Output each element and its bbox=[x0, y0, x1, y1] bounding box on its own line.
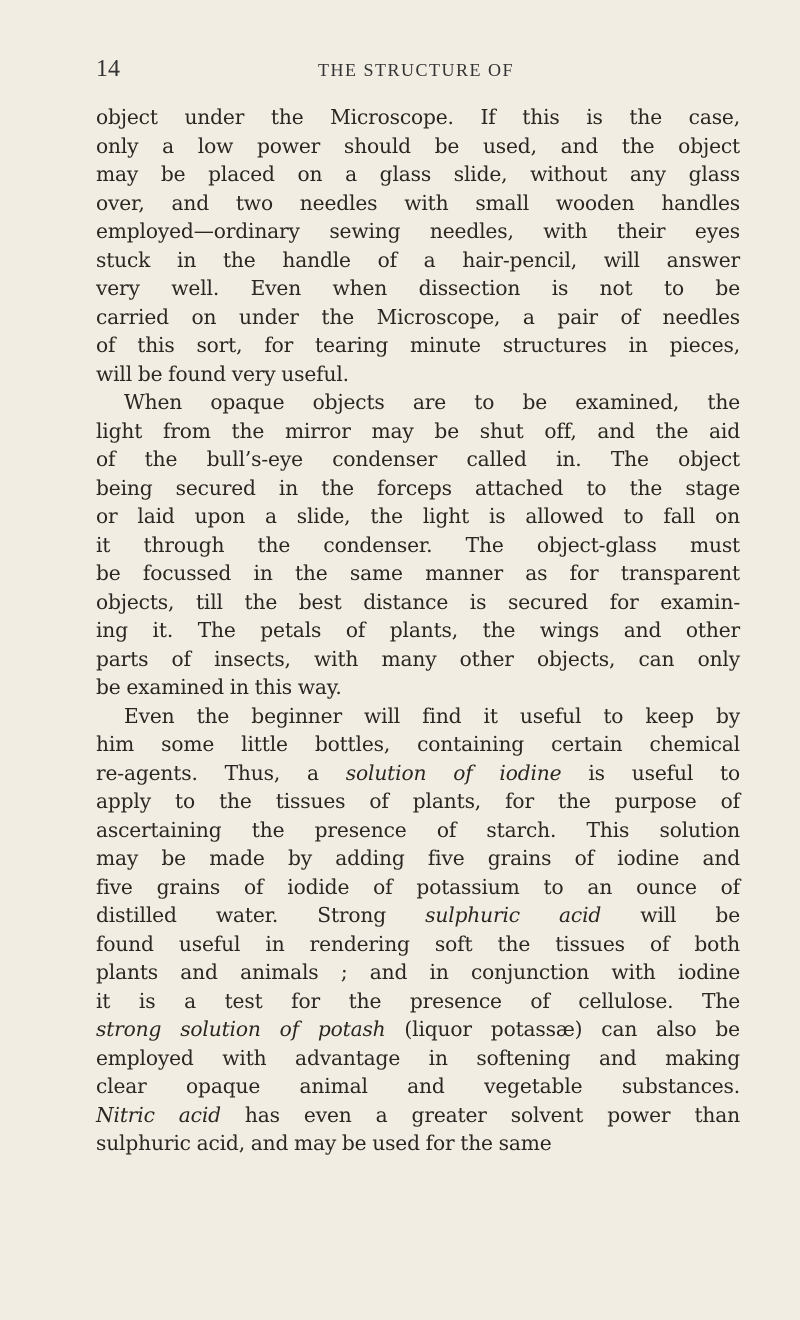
paragraph-2 bbox=[96, 388, 740, 702]
paragraph-1 bbox=[96, 103, 740, 388]
text-line: it through the condenser. The object-glass must bbox=[96, 532, 740, 557]
italic-term: strong solution of potash bbox=[96, 1017, 386, 1041]
body-text bbox=[96, 103, 740, 1158]
text-line: employed—ordinary sewing needles, with their eyes bbox=[96, 219, 740, 243]
text-line: may be made by adding five grains of iodine and bbox=[96, 846, 740, 870]
text-line: carried on under the Microscope, a pair of needles bbox=[96, 304, 740, 329]
text-line: or laid upon a slide, the light is allowed to fall on bbox=[96, 504, 740, 528]
text-line: be focussed in the same manner as for transparent bbox=[96, 561, 740, 585]
text-line: stuck in the handle of a hair-pencil, will answer bbox=[96, 247, 740, 272]
page-header bbox=[96, 56, 736, 86]
text-line: ascertaining the presence of starch. This solution bbox=[96, 817, 740, 842]
text-line: object under the Microscope. If this is the case, bbox=[96, 105, 740, 129]
italic-term: Nitric acid bbox=[96, 1102, 221, 1127]
text-line: over, and two needles with small wooden handles bbox=[96, 190, 740, 215]
text-line: re-agents. Thus, a solution of iodine is useful to bbox=[96, 760, 740, 785]
text-line: of this sort, for tearing minute structures in pieces, bbox=[96, 333, 740, 357]
text-line: parts of insects, with many other objects, can only bbox=[96, 646, 740, 671]
text-line: distilled water. Strong sulphuric acid will be bbox=[96, 903, 740, 927]
paragraph-3 bbox=[96, 702, 740, 1158]
text-line: only a low power should be used, and the object bbox=[96, 133, 740, 158]
text-line: being secured in the forceps attached to the stage bbox=[96, 475, 740, 500]
text-line: him some little bottles, containing certain chemical bbox=[96, 732, 740, 756]
text-line: found useful in rendering soft the tissues of both bbox=[96, 931, 740, 956]
text-line: light from the mirror may be shut off, and the aid bbox=[96, 418, 740, 443]
text-line: of the bull’s-eye condenser called in. The object bbox=[96, 447, 740, 471]
text-line: When opaque objects are to be examined, the bbox=[124, 390, 740, 414]
text-line: ing it. The petals of plants, the wings and other bbox=[96, 618, 740, 642]
text-line: may be placed on a glass slide, without any glass bbox=[96, 162, 740, 186]
text-line: strong solution of potash (liquor potassæ) can also be bbox=[96, 1017, 740, 1041]
text-line: will be found very useful. bbox=[96, 361, 349, 386]
text-line: five grains of iodide of potassium to an ounce of bbox=[96, 874, 740, 899]
text-line: very well. Even when dissection is not to be bbox=[96, 276, 740, 300]
running-head: THE STRUCTURE OF bbox=[317, 60, 514, 80]
italic-term: sulphuric acid bbox=[425, 903, 602, 927]
text-line: Nitric acid has even a greater solvent power than bbox=[96, 1102, 740, 1127]
text-line: objects, till the best distance is secured for examin- bbox=[96, 589, 740, 614]
page-number: 14 bbox=[96, 56, 120, 82]
text-line: Even the beginner will find it useful to keep by bbox=[124, 703, 740, 728]
text-line: clear opaque animal and vegetable substances. bbox=[96, 1074, 740, 1098]
text-line: plants and animals ; and in conjunction with iodine bbox=[96, 960, 740, 984]
text-line: be examined in this way. bbox=[96, 675, 342, 699]
italic-term: solution of iodine bbox=[345, 760, 562, 785]
text-line: sulphuric acid, and may be used for the same bbox=[96, 1131, 552, 1155]
text-line: it is a test for the presence of cellulose. The bbox=[96, 988, 740, 1013]
text-line: employed with advantage in softening and making bbox=[96, 1045, 740, 1070]
text-line: apply to the tissues of plants, for the purpose of bbox=[96, 789, 740, 813]
